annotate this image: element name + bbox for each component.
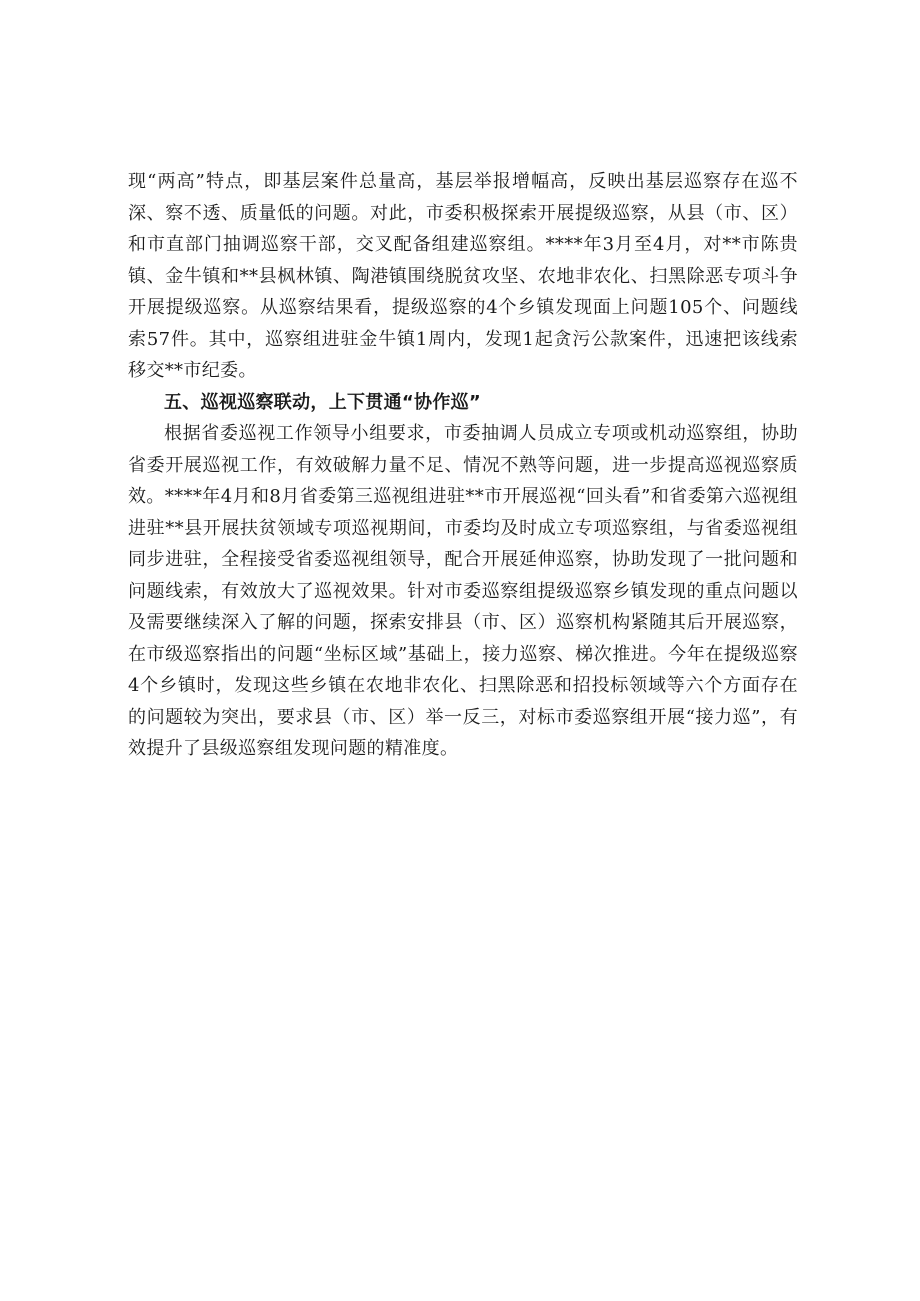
paragraph-continued: 现“两高”特点，即基层案件总量高，基层举报增幅高，反映出基层巡察存在巡不深、察不透、质量低的问题。对此，市委积极探索开展提级巡察，从县（市、区）和市直部门抽调巡察干部，交叉配备组建巡察组。****年3月至4月，对**市陈贵镇、金牛镇和**县枫林镇、陶港镇围绕脱贫攻坚、农地非农化、扫黑除恶专项斗争开展提级巡察。从巡察结果看，提级巡察的4个乡镇发现面上问题105个、问题线索57件。其中，巡察组进驻金牛镇1周内，发现1起贪污公款案件，迅速把该线索移交**市纪委。 <box>128 171 798 381</box>
paragraph-section-five: 根据省委巡视工作领导小组要求，市委抽调人员成立专项或机动巡察组，协助省委开展巡视工作，有效破解力量不足、情况不熟等问题，进一步提高巡视巡察质效。****年4月和8月省委第三巡视组进驻**市开展巡视“回头看”和省委第六巡视组进驻**县开展扶贫领域专项巡视期间，市委均及时成立专项巡察组，与省委巡视组同步进驻，全程接受省委巡视组领导，配合开展延伸巡察，协助发现了一批问题和问题线索，有效放大了巡视效果。针对市委巡察组提级巡察乡镇发现的重点问题以及需要继续深入了解的问题，探索安排县（市、区）巡察机构紧随其后开展巡察，在市级巡察指出的问题“坐标区域”基础上，接力巡察、梯次推进。今年在提级巡察4个乡镇时，发现这些乡镇在农地非农化、扫黑除恶和招投标领域等六个方面存在的问题较为突出，要求县（市、区）举一反三，对标市委巡察组开展“接力巡”，有效提升了县级巡察组发现问题的精准度。 <box>128 423 798 759</box>
section-heading: 五、巡视巡察联动，上下贯通“协作巡” <box>164 391 482 413</box>
document-body <box>128 166 798 765</box>
